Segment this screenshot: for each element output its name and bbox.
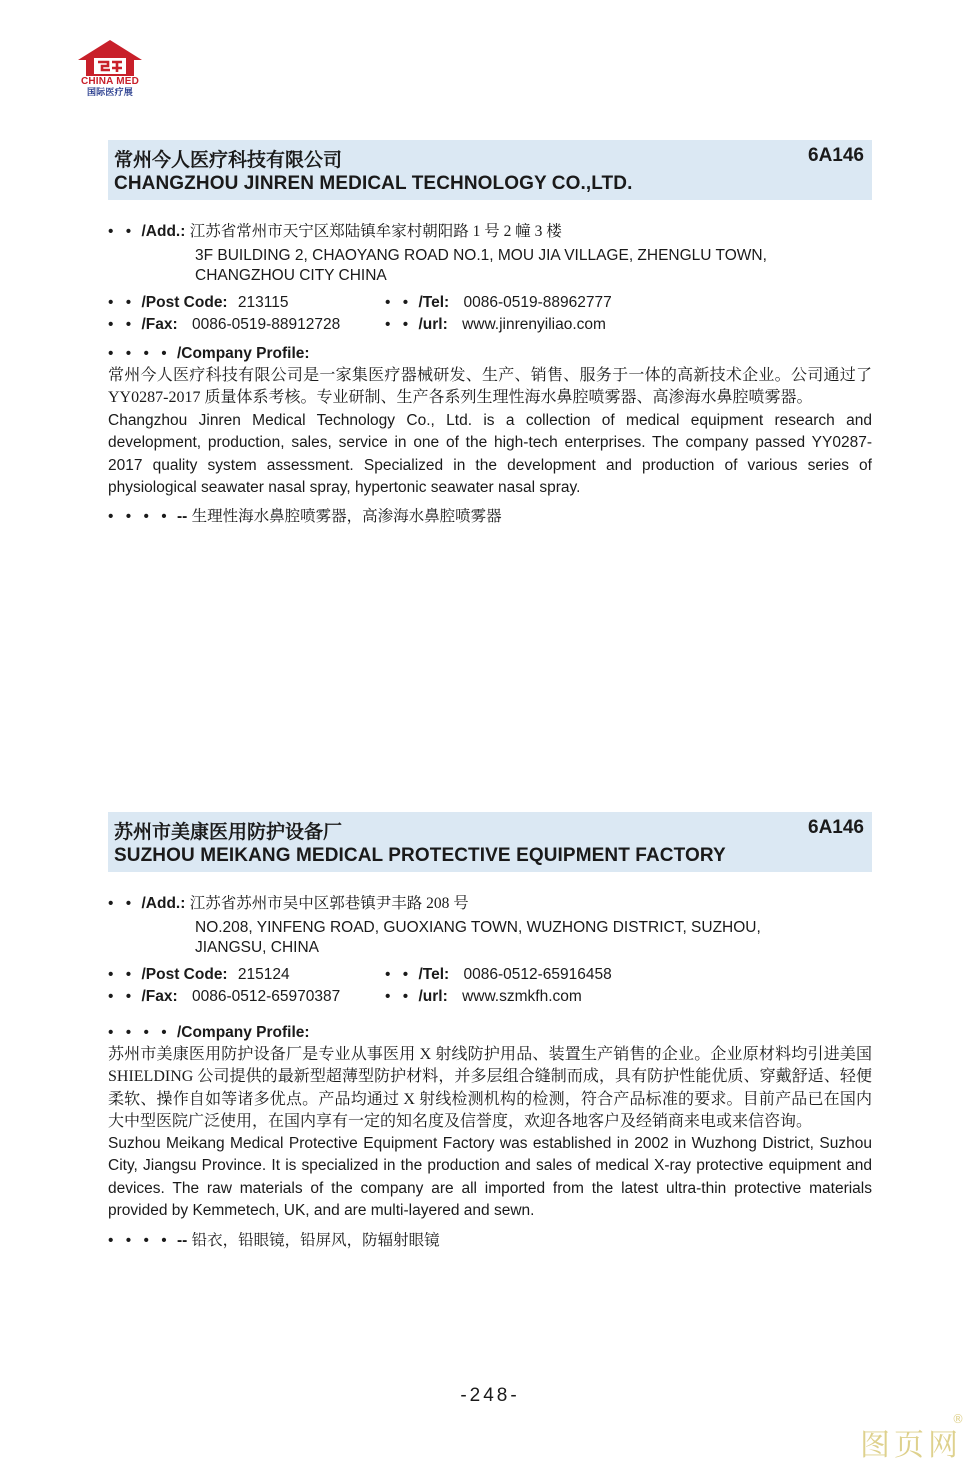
post-code-value: 213115 <box>237 294 289 311</box>
profile-cn: 常州今人医疗科技有限公司是一家集医疗器械研发、生产、销售、服务于一体的高新技术企业。公司通过了 YY0287-2017 质量体系考核。专业研制、生产各系列生理性海水鼻腔喷雾器、高渗海水鼻腔喷雾器。 <box>108 367 872 407</box>
bullet-dots: • • <box>108 895 136 912</box>
china-med-logo <box>68 38 152 102</box>
bullet-dots: • • <box>385 966 413 983</box>
products-row <box>108 507 502 527</box>
address-en-line1: 3F BUILDING 2, CHAOYANG ROAD NO.1, MOU JIA VILLAGE, ZHENGLU TOWN, <box>195 247 767 264</box>
address-cn: 江苏省常州市天宁区郑陆镇牟家村朝阳路 1 号 2 幢 3 楼 <box>189 223 562 240</box>
address-cn: 江苏省苏州市吴中区郭巷镇尹丰路 208 号 <box>189 895 469 912</box>
watermark <box>860 1412 964 1464</box>
profile-label: /Company Profile: <box>176 345 310 362</box>
bullet-dots: • • • • <box>108 508 171 525</box>
bullet-dots: • • <box>385 316 413 333</box>
fax-label: /Fax: <box>141 316 178 333</box>
company-name-en: CHANGZHOU JINREN MEDICAL TECHNOLOGY CO.,LTD. <box>114 173 633 194</box>
url-row <box>385 987 582 1007</box>
fax-row <box>108 315 340 335</box>
bullet-dots: • • <box>108 988 136 1005</box>
bullet-dots: • • <box>108 316 136 333</box>
url-link[interactable]: www.jinrenyiliao.com <box>462 316 606 333</box>
fax-value: 0086-0512-65970387 <box>191 988 341 1005</box>
company-name-cn: 常州今人医疗科技有限公司 <box>114 150 343 171</box>
url-label: /url: <box>418 988 448 1005</box>
tel-row <box>385 293 612 313</box>
address-label: /Add.: <box>141 223 186 240</box>
address-en-line2: JIANGSU, CHINA <box>195 939 320 956</box>
bullet-dots: • • <box>108 223 136 240</box>
logo-brand-cn: 国际医疗展 <box>86 87 133 97</box>
products-value: 铅衣，铅眼镜，铅屏风，防辐射眼镜 <box>191 1232 440 1249</box>
profile-cn: 苏州市美康医用防护设备厂是专业从事医用 X 射线防护用品、装置生产销售的企业。企业原材料均引进美国 SHIELDING 公司提供的最新型超薄型防护材料，并多层组合缝制而成，具有防护性能优质、穿戴舒适、轻便柔软、操作自如等诸多优点。产品均通过 X 射线检测机构的检测，符合产品标准的要求。目前产品已在国内大中型医院广泛使用，在国内享有一定的知名度及信誉度，欢迎各地客户及经销商来电或来信咨询。 <box>108 1046 872 1131</box>
products-value: 生理性海水鼻腔喷雾器，高渗海水鼻腔喷雾器 <box>191 508 502 525</box>
company-header <box>108 812 872 872</box>
house-logo-icon <box>68 38 152 78</box>
fax-row <box>108 987 340 1007</box>
bullet-dots: • • <box>385 988 413 1005</box>
profile-label-row <box>108 344 310 364</box>
bullet-dots: • • <box>385 294 413 311</box>
profile-en: Changzhou Jinren Medical Technology Co., Ltd. is a collection of medical equipment research and development, production, sales, service in one of the high-tech enterprises. The company passed YY0287-2017 quality system assessment. Specialized in the development and production of various series of physiological seawater nasal spray, hypertonic seawater nasal spray. <box>108 412 872 497</box>
address-label: /Add.: <box>141 895 186 912</box>
address-en-line1: NO.208, YINFENG ROAD, GUOXIANG TOWN, WUZHONG DISTRICT, SUZHOU, <box>195 919 761 936</box>
products-row <box>108 1231 440 1251</box>
url-row <box>385 315 606 335</box>
booth-number: 6A146 <box>808 145 864 166</box>
bullet-dots: • • • • <box>108 1232 171 1249</box>
products-label: -- <box>176 1232 188 1249</box>
watermark-text: 图页网 <box>860 1428 962 1463</box>
bullet-dots: • • <box>108 294 136 311</box>
company-name-en: SUZHOU MEIKANG MEDICAL PROTECTIVE EQUIPMENT FACTORY <box>114 845 726 866</box>
bullet-dots: • • <box>108 966 136 983</box>
fax-label: /Fax: <box>141 988 178 1005</box>
tel-row <box>385 965 612 985</box>
page-number: -248- <box>460 1385 520 1406</box>
post-code-label: /Post Code: <box>141 966 228 983</box>
profile-label-row <box>108 1023 310 1043</box>
post-code-row <box>108 293 289 313</box>
tel-label: /Tel: <box>418 966 450 983</box>
tel-value: 0086-0519-88962777 <box>463 294 612 311</box>
company-header <box>108 140 872 200</box>
company-entry <box>108 812 872 1249</box>
profile-label: /Company Profile: <box>176 1024 310 1041</box>
bullet-dots: • • • • <box>108 1024 171 1041</box>
address-row <box>108 894 469 914</box>
fax-value: 0086-0519-88912728 <box>191 316 341 333</box>
post-code-row <box>108 965 290 985</box>
company-entry <box>108 140 872 525</box>
address-en-line2: CHANGZHOU CITY CHINA <box>195 267 387 284</box>
tel-value: 0086-0512-65916458 <box>463 966 612 983</box>
products-label: -- <box>176 508 188 525</box>
url-link[interactable]: www.szmkfh.com <box>462 988 582 1005</box>
company-name-cn: 苏州市美康医用防护设备厂 <box>114 822 343 843</box>
bullet-dots: • • • • <box>108 345 171 362</box>
profile-en: Suzhou Meikang Medical Protective Equipment Factory was established in 2002 in Wuzhong District, Suzhou City, Jiangsu Province. It is specialized in the production and sales of medical X-ray protective equipment and devices. The raw materials of the company are all imported from the latest ultra-thin protective materials provided by Kemmetech, UK, and are multi-layered and sewn. <box>108 1135 872 1220</box>
url-label: /url: <box>418 316 448 333</box>
registered-mark: ® <box>952 1412 964 1426</box>
tel-label: /Tel: <box>418 294 450 311</box>
post-code-label: /Post Code: <box>141 294 228 311</box>
booth-number: 6A146 <box>808 817 864 838</box>
post-code-value: 215124 <box>237 966 290 983</box>
address-row <box>108 222 562 242</box>
logo-brand-en: CHINA MED <box>80 76 140 87</box>
